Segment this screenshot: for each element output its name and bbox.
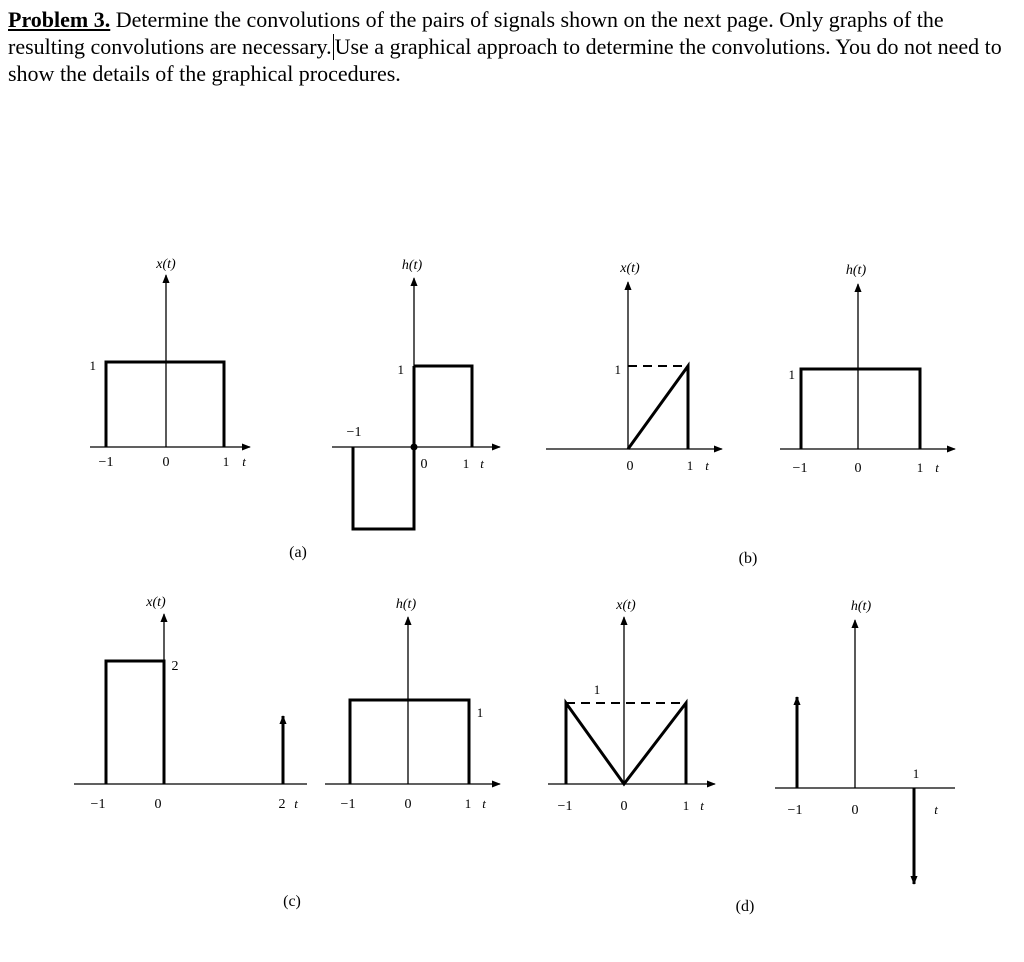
b-x-ramp [628,366,688,449]
figure-c-h-plot [283,597,500,910]
d-h-title: h(t) [850,599,872,614]
b-h-rect-pulse [801,369,920,449]
c-h-t-label: t [482,796,486,811]
a-h-origin-dot [411,444,418,451]
problem-text-part1: Determine the convolutions of the pairs of signals shown on the next page. Only graphs of the resulting convolutions are necessary. [8,7,944,59]
a-x-title: x(t) [156,257,176,272]
b-caption: (b) [738,550,758,567]
a-x-tick-0: 0 [162,455,170,470]
b-x-title: x(t) [620,261,640,276]
problem-text-part2: Use a graphical approach to determine the convolutions. You do not need to show the details of the graphical procedures. [8,34,1002,86]
c-caption: (c) [283,893,301,910]
d-h-tick-m1: −1 [787,803,803,818]
c-x-tick-0: 0 [154,797,162,812]
d-x-title: x(t) [616,598,636,613]
c-h-tick-m1: −1 [340,797,356,812]
figure-d-x-plot [548,598,715,814]
b-x-level-label: 1 [614,362,621,377]
d-h-t-label: t [934,802,938,817]
c-x-level-label: 2 [171,659,179,674]
c-x-tick-m1: −1 [90,797,106,812]
a-x-rect-pulse [106,362,224,447]
a-h-tick-1: 1 [462,456,470,471]
a-h-negative-pulse [353,447,414,529]
d-h-tick-0: 0 [851,803,859,818]
a-caption: (a) [289,544,307,561]
b-h-tick-m1: −1 [792,461,808,476]
d-x-tick-1: 1 [682,798,690,813]
d-caption: (d) [735,898,755,915]
c-x-tick-2: 2 [278,797,286,812]
d-x-level-label: 1 [593,682,601,697]
c-x-t-label: t [294,796,298,811]
d-x-tick-m1: −1 [557,799,573,814]
figure-a-h-plot [289,258,500,561]
c-x-rect-pulse [106,661,164,784]
b-x-t-label: t [705,458,709,473]
a-h-tick-0: 0 [420,457,428,472]
b-h-tick-1: 1 [916,460,924,475]
problem-label: Problem 3. [8,7,111,32]
a-h-t-label: t [480,456,484,471]
figure-b-x-plot [546,261,722,474]
b-x-tick-1: 1 [686,458,694,473]
figure-c-x-plot [74,595,307,812]
figure-a-x-plot [90,257,251,470]
a-x-tick-m1: −1 [98,455,114,470]
a-h-level-pos: 1 [397,362,404,377]
c-h-tick-0: 0 [404,797,412,812]
b-h-title: h(t) [845,263,867,278]
d-x-v-signal [566,703,686,784]
c-h-title: h(t) [395,597,417,612]
c-h-level-label: 1 [476,705,484,720]
c-h-rect-pulse [350,700,469,784]
figure-d-h-plot [736,599,955,915]
a-x-level-label: 1 [89,358,96,373]
c-h-tick-1: 1 [464,796,472,811]
a-h-level-neg: −1 [346,425,362,440]
c-x-title: x(t) [146,595,166,610]
b-h-t-label: t [935,460,939,475]
b-h-tick-0: 0 [854,461,862,476]
d-x-t-label: t [700,798,704,813]
a-h-positive-pulse [414,366,472,447]
a-x-t-label: t [242,454,246,469]
d-h-level-label: 1 [912,766,920,781]
figure-b-h-plot [739,263,955,567]
d-x-tick-0: 0 [620,799,628,814]
a-h-title: h(t) [401,258,423,273]
b-x-tick-0: 0 [626,459,634,474]
b-h-level-label: 1 [788,367,795,382]
a-x-tick-1: 1 [222,454,230,469]
